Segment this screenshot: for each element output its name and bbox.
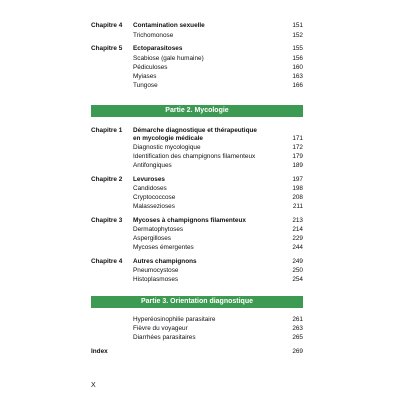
section-title: Pneumocystose [133,267,179,274]
toc-line[interactable] [91,73,303,81]
page-number: 189 [292,162,303,169]
page-number: 156 [292,55,303,62]
page-number: 163 [292,73,303,80]
chapter-label: Chapitre 5 [91,45,123,52]
page-number: 244 [292,244,303,251]
toc-line[interactable] [91,194,303,202]
page-number: 155 [292,45,303,52]
toc-line[interactable] [91,267,303,275]
page-number: 179 [292,153,303,160]
chapter-label: Chapitre 4 [91,258,123,265]
section-title: Myiases [133,73,157,80]
chapter-title: Ectoparasitoses [133,45,183,52]
toc-line[interactable] [91,244,303,252]
toc-line-index[interactable] [91,348,303,356]
page-number: 254 [292,276,303,283]
toc-line[interactable] [91,127,303,135]
toc-line[interactable] [91,203,303,211]
page-number: 211 [292,203,303,210]
toc-line[interactable] [91,217,303,225]
toc-line[interactable] [91,276,303,284]
toc-line[interactable] [91,185,303,193]
section-title: Diagnostic mycologique [133,144,201,151]
toc-line[interactable] [91,45,303,53]
page-number: 229 [292,235,303,242]
page-number: 197 [292,176,303,183]
section-title: Mycoses émergentes [133,244,194,251]
section-title: Histoplasmoses [133,276,179,283]
toc-line[interactable] [91,22,303,30]
section-title: Malassezioses [133,203,175,210]
toc-line[interactable] [91,235,303,243]
chapter-label: Chapitre 3 [91,217,123,224]
page-folio: X [91,382,96,389]
section-title: Antifongiques [133,162,172,169]
page-number: 151 [292,22,303,29]
toc-line[interactable] [91,316,303,324]
page-number: 261 [292,316,303,323]
page-number: 249 [292,258,303,265]
section-title: Aspergilloses [133,235,172,242]
page-number: 265 [292,334,303,341]
toc-line[interactable] [91,334,303,342]
page-number: 166 [292,82,303,89]
section-title: Fièvre du voyageur [133,325,188,332]
page-number: 269 [292,348,303,355]
chapter-title: Mycoses à champignons filamenteux [133,217,246,224]
toc-line[interactable] [91,153,303,161]
chapter-title: Contamination sexuelle [133,22,205,29]
toc-line[interactable] [91,55,303,63]
toc-line[interactable] [91,258,303,266]
page-number: 250 [292,267,303,274]
chapter-title: Autres champignons [133,258,197,265]
toc-line[interactable] [91,135,303,143]
section-title: Tungose [133,82,158,89]
chapter-title: Démarche diagnostique et thérapeutique [133,127,257,134]
page-number: 213 [292,217,303,224]
page-number: 214 [292,226,303,233]
chapter-title: Levuroses [133,176,165,183]
section-title: Cryptococcose [133,194,176,201]
section-title: Identification des champignons filamenteux [133,153,256,160]
section-title: Hyperéosinophilie parasitaire [133,316,216,323]
chapter-label: Chapitre 4 [91,22,123,29]
section-title: Trichomonose [133,32,174,39]
section-title: Pédiculoses [133,64,168,71]
section-title: Dermatophytoses [133,226,184,233]
toc-line[interactable] [91,325,303,333]
toc-line[interactable] [91,32,303,40]
chapter-title-continued: en mycologie médicale [133,135,203,142]
page-number: 172 [292,144,303,151]
index-label: Index [91,348,108,355]
toc-line[interactable] [91,162,303,170]
toc-line[interactable] [91,82,303,90]
page-number: 171 [292,135,303,142]
toc-line[interactable] [91,64,303,72]
chapter-label: Chapitre 2 [91,176,123,183]
page-number: 263 [292,325,303,332]
toc-line[interactable] [91,176,303,184]
part-header-orientation[interactable]: Partie 3. Orientation diagnostique [91,296,303,308]
page-number: 160 [292,64,303,71]
toc-line[interactable] [91,144,303,152]
toc-line[interactable] [91,226,303,234]
page-number: 198 [292,185,303,192]
section-title: Scabiose (gale humaine) [133,55,204,62]
page-number: 152 [292,32,303,39]
section-title: Candidoses [133,185,167,192]
section-title: Diarrhées parasitaires [133,334,196,341]
chapter-label: Chapitre 1 [91,127,123,134]
part-header-mycologie[interactable]: Partie 2. Mycologie [91,105,303,117]
page-number: 208 [292,194,303,201]
